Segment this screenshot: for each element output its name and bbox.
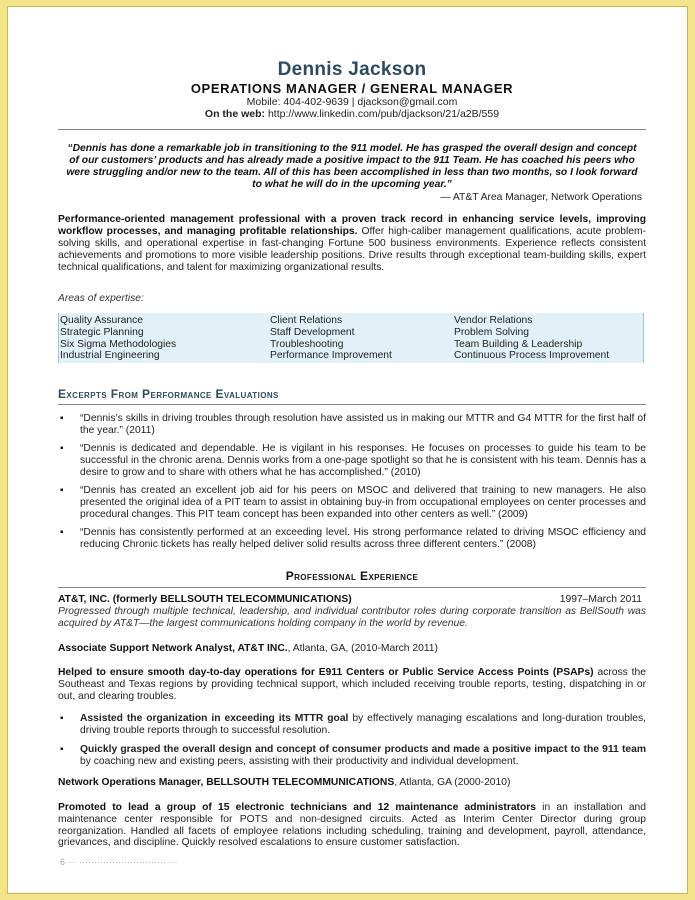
expertise-item: Troubleshooting — [270, 338, 344, 350]
web-line — [58, 108, 646, 120]
evaluations-heading: Excerpts From Performance Evaluations — [58, 387, 279, 401]
achievement-item — [58, 713, 646, 737]
evaluation-item: ▪ “Dennis’s skills in driving troubles through resolution have assisted us in making our MTTR and G4 MTTR for the first half of the year.” (2011) — [58, 413, 646, 437]
expertise-item: Six Sigma Methodologies — [60, 338, 177, 350]
role-2-body: in an installation and maintenance center responsible for POTS and non-designed circuits. Acted as Interim Center Director during group reorganization. Handled all facets of employee relations including scheduling, training and development, payroll, attendance, grievances, and discipline. Quickly resolved escalations to ensure customer satisfaction. — [58, 802, 646, 849]
role-1-summary — [58, 667, 646, 702]
role-2-meta: , Atlanta, GA (2000-2010) — [394, 777, 511, 788]
evaluations-divider — [58, 404, 646, 405]
company-dates: 1997–March 2011 — [559, 594, 642, 605]
expertise-item: Strategic Planning — [60, 326, 144, 338]
candidate-name: Dennis Jackson — [277, 59, 427, 80]
role-1-lead: Helped to ensure smooth day-to-day operations for E911 Centers or Public Service Access Points (PSAPs) — [58, 667, 594, 678]
role-1-body: across the Southeast and Texas regions by providing technical support, which included receiving trouble reports, testing, dispatching in or out, and clearing troubles. — [58, 667, 646, 702]
role-2-lead: Promoted to lead a group of 15 electronic technicians and 12 maintenance administrators — [58, 802, 537, 813]
experience-heading: Professional Experience — [285, 569, 419, 583]
role-1-meta: , Atlanta, GA, (2010-March 2011) — [287, 643, 438, 654]
expertise-column-3 — [453, 313, 643, 363]
testimonial-attribution: — AT&T Area Manager, Network Operations — [440, 192, 642, 203]
header-divider — [58, 129, 646, 130]
expertise-item: Client Relations — [270, 315, 343, 326]
company-name: AT&T, INC. (formerly BELLSOUTH TELECOMMUNICATIONS) — [58, 594, 352, 605]
experience-divider — [58, 587, 646, 588]
web-url[interactable]: http://www.linkedin.com/pub/djackson/21/a2B/559 — [267, 108, 500, 120]
achievement-body: by effectively managing escalations and long-duration troubles, driving trouble reports through to successful resolution. — [80, 713, 646, 736]
summary-lead: Performance-oriented management professional with a proven track record in enhancing service levels, improving workflow processes, and managing profitable relationships. — [58, 214, 646, 237]
expertise-item: Team Building & Leadership — [454, 338, 583, 350]
contact-line: Mobile: 404-402-9639 | djackson@gmail.com — [246, 96, 458, 108]
expertise-item: Staff Development — [270, 326, 355, 338]
role-1-title: Associate Support Network Analyst, AT&T INC. — [58, 643, 288, 654]
professional-summary — [58, 214, 646, 274]
footer-watermark: 6 ··· ····························· ··· — [60, 857, 178, 867]
testimonial-quote: “Dennis has done a remarkable job in transitioning to the 911 model. He has grasped the overall design and concept of our customers’ products and has already made a positive impact to the 911 Team. He has coached his peers who were struggling and/or new to the team. All of this has been accomplished in less than two months, so I look forward to what he will do in the upcoming year.” — [66, 143, 638, 190]
summary-body: Offer high-caliber management qualifications, acute problem-solving skills, and operational expertise in fast-changing Fortune 500 business environments. Experience reflects consistent achievements and promotions to more visible leadership positions. Drive results through exceptional team-building skills, expert technical qualifications, and talent for maximizing organizational results. — [58, 226, 646, 273]
company-description: Progressed through multiple technical, leadership, and individual contributor roles during corporate transition as BellSouth was acquired by AT&T—the largest communications holding company in the world by revenue. — [58, 606, 646, 629]
evaluation-item: ▪ “Dennis has created an excellent job aid for his peers on MSOC and delivered that training to new managers. He also presented the original idea of a PIT team to assist in obtaining buy-in from occupational employees on center processes and procedural changes. This PIT team concept has been expanded into other centers as well.” (2009) — [58, 485, 646, 521]
role-2-summary — [58, 802, 646, 849]
expertise-column-1 — [59, 313, 269, 363]
evaluation-item: ▪ “Dennis has consistently performed at an exceeding level. His strong performance related to driving MSOC efficiency and reducing Chronic tickets has really helped deliver solid results across three different centers.” (2008) — [58, 527, 646, 551]
expertise-grid — [58, 313, 644, 363]
expertise-item: Quality Assurance — [60, 315, 143, 326]
achievement-item — [58, 744, 646, 768]
expertise-label: Areas of expertise: — [58, 293, 144, 304]
achievement-body: by coaching new and existing peers, assisting with their productivity and individual development. — [80, 756, 519, 767]
candidate-title: OPERATIONS MANAGER / GENERAL MANAGER — [190, 81, 514, 96]
expertise-column-2 — [269, 313, 453, 363]
company-line — [58, 594, 646, 605]
expertise-item: Industrial Engineering — [60, 350, 160, 362]
expertise-item: Continuous Process Improvement — [454, 350, 610, 362]
web-label: On the web: — [204, 108, 266, 120]
expertise-item: Performance Improvement — [270, 350, 392, 362]
achievement-lead: Assisted the organization in exceeding its MTTR goal — [80, 713, 349, 724]
evaluation-item: ▪ “Dennis is dedicated and dependable. He is vigilant in his responses. He focuses on processes to guide his team to be successful in the chronic arena. Dennis works from a one-page spotlight so that he is consistent with his team. Dennis has a desire to grow and to share with others what he has accomplished.” (2010) — [58, 443, 646, 479]
expertise-item: Problem Solving — [454, 326, 529, 338]
role-1-heading — [58, 643, 646, 654]
role-2-heading — [58, 777, 646, 788]
achievement-lead: Quickly grasped the overall design and concept of consumer products and made a positive impact to the 911 team — [80, 744, 646, 755]
role-2-title: Network Operations Manager, BELLSOUTH TELECOMMUNICATIONS — [58, 777, 395, 788]
evaluations-list — [58, 413, 646, 551]
expertise-item: Vendor Relations — [454, 315, 533, 326]
resume-page — [7, 6, 688, 894]
role-1-achievements — [58, 713, 646, 768]
